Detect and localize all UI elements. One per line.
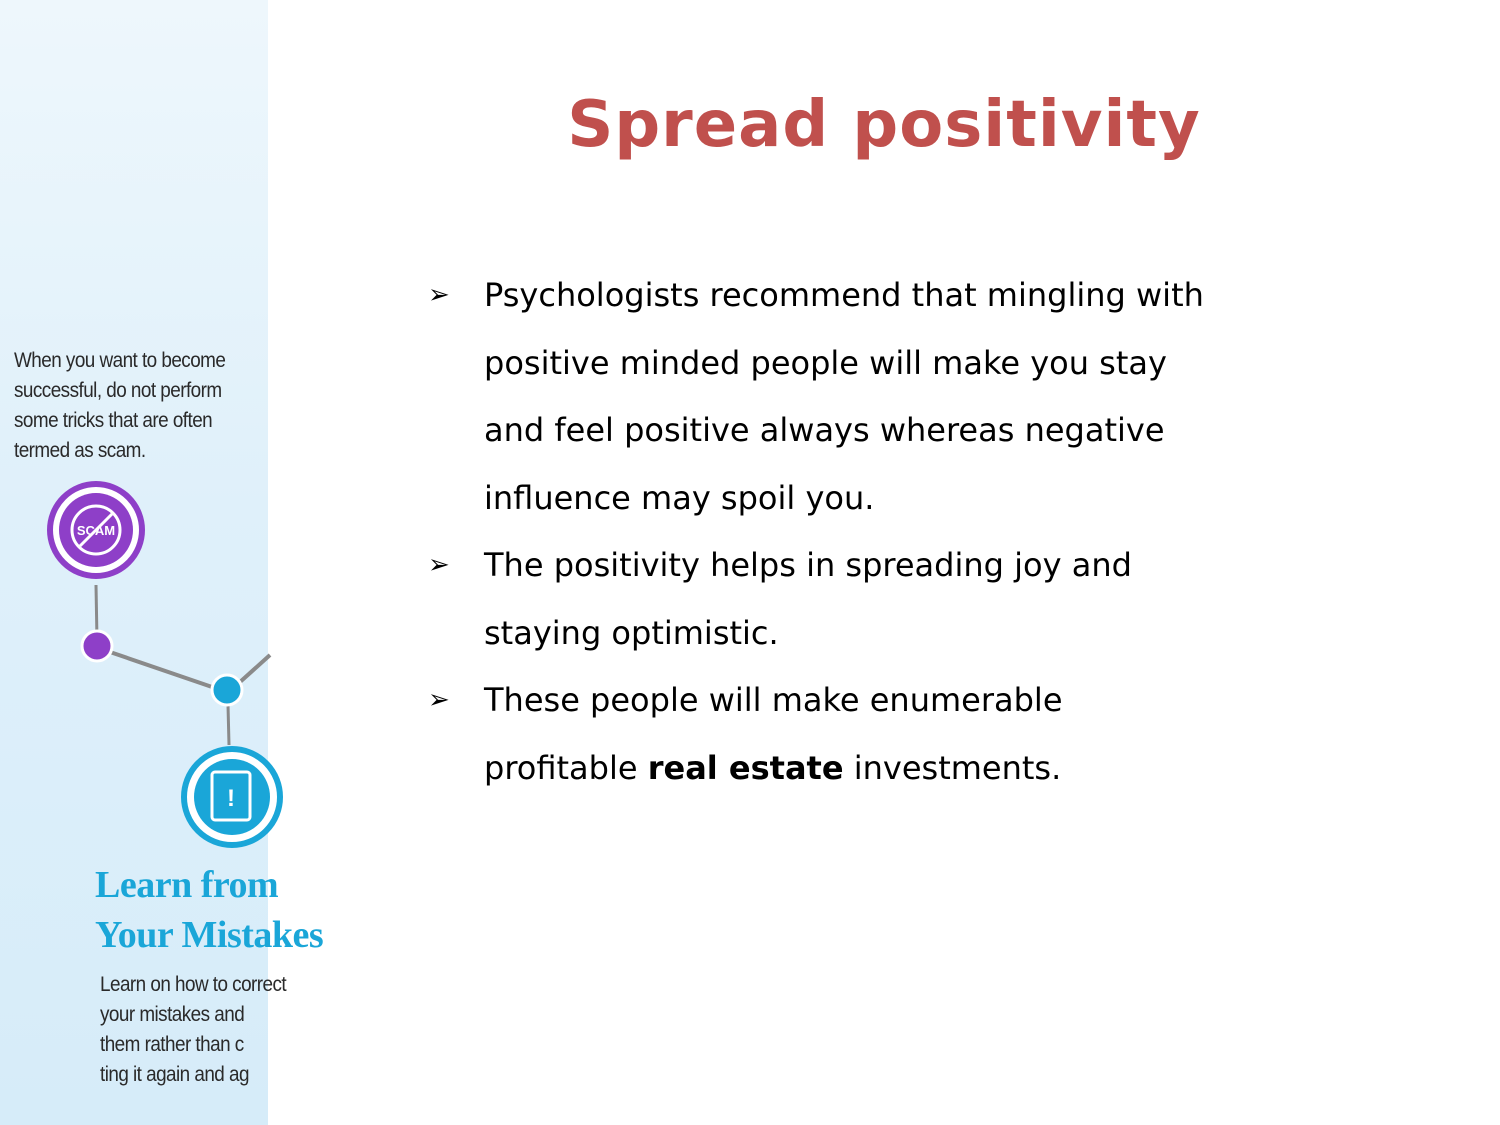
bullet-text-bold: real estate — [647, 748, 844, 787]
arrow-bullet-icon: ➢ — [428, 550, 450, 580]
side-heading-line: Your Mistakes — [95, 914, 324, 956]
connector-line — [110, 652, 215, 688]
side-para-line: Learn on how to correct — [100, 973, 287, 996]
bullet-text-suffix: investments. — [843, 748, 1062, 787]
side-paragraph-learn — [100, 970, 334, 1090]
bullet-line: positive minded people will make you stay — [484, 343, 1167, 382]
blue-node — [212, 675, 242, 705]
bullet-list — [428, 262, 1388, 802]
bullet-item — [428, 262, 1388, 532]
bullet-text-prefix: profitable — [484, 748, 648, 787]
side-para-line: termed as scam. — [14, 439, 146, 462]
side-infographic-image — [0, 0, 324, 1125]
bullet-line: staying optimistic. — [484, 613, 779, 652]
side-heading-line: Learn from — [95, 864, 279, 906]
arrow-bullet-icon: ➢ — [428, 280, 450, 310]
side-para-line: ting it again and ag — [100, 1063, 249, 1086]
side-para-line: successful, do not perform — [14, 379, 222, 402]
side-para-line: your mistakes and — [100, 1003, 245, 1026]
side-para-line: some tricks that are often — [14, 409, 213, 432]
scam-badge-label: SCAM — [76, 523, 116, 538]
side-para-line: them rather than c — [100, 1033, 244, 1056]
side-paragraph-scam — [14, 346, 248, 466]
connector-line — [228, 705, 229, 745]
connector-line — [240, 655, 270, 682]
bullet-line: These people will make enumerable — [484, 681, 1063, 719]
document-icon-mark: ! — [227, 785, 235, 812]
bullet-line: influence may spoil you. — [484, 478, 875, 517]
bullet-line: and feel positive always whereas negative — [484, 411, 1165, 449]
bullet-line-last — [484, 735, 1388, 803]
bullet-line: The positivity helps in spreading joy and — [484, 546, 1132, 584]
side-para-line: When you want to become — [14, 349, 226, 372]
purple-node — [82, 631, 112, 661]
slide-title: Spread positivity — [567, 88, 1201, 162]
arrow-bullet-icon: ➢ — [428, 685, 450, 715]
bullet-item — [428, 667, 1388, 802]
side-heading-learn — [95, 860, 355, 960]
bullet-line: Psychologists recommend that mingling with — [484, 276, 1204, 314]
bullet-item — [428, 532, 1388, 667]
